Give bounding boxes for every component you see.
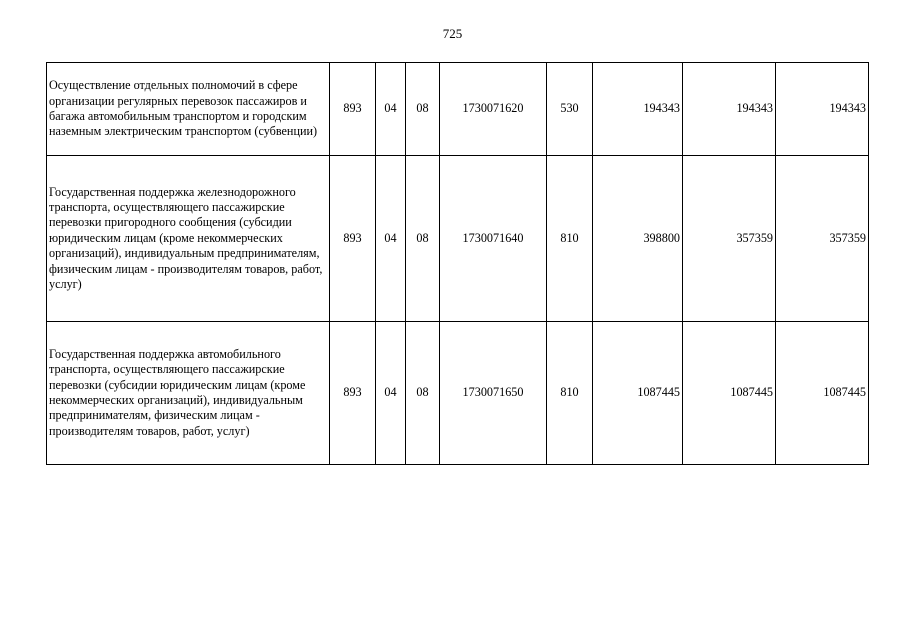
expense-name-cell: Государственная поддержка железнодорожного транспорта, осуществляющего пассажирские перевозки пригородного сообщения (субсидии юридическим лицам (кроме некоммерческих организаций), индивидуальным предпринимателям, физическим лицам - производителям товаров, работ, услуг) [47,156,330,322]
expense-name-cell: Государственная поддержка автомобильного транспорта, осуществляющего пассажирские перевозки (субсидии юридическим лицам (кроме некоммерческих организаций), индивидуальным предпринимателям, физическим лицам - производителям товаров, работ, услуг) [47,322,330,465]
target-article-code-cell: 1730071640 [440,156,547,322]
section-code-cell: 04 [376,63,406,156]
subsection-code-cell: 08 [406,322,440,465]
page-number: 725 [442,26,463,41]
budget-table [46,62,869,465]
table-row [47,63,869,156]
amount-year-1-cell: 398800 [593,156,683,322]
expense-name-cell: Осуществление отдельных полномочий в сфере организации регулярных перевозок пассажиров и багажа автомобильным транспортом и городским наземным электрическим транспортом (субвенции) [47,63,330,156]
amount-year-3-cell: 194343 [776,63,869,156]
target-article-code-cell: 1730071650 [440,322,547,465]
section-code-cell: 04 [376,322,406,465]
subsection-code-cell: 08 [406,156,440,322]
section-code-cell: 04 [376,156,406,322]
table-row [47,322,869,465]
expense-type-code-cell: 530 [547,63,593,156]
amount-year-2-cell: 357359 [683,156,776,322]
grbs-code-cell: 893 [330,63,376,156]
amount-year-1-cell: 194343 [593,63,683,156]
amount-year-3-cell: 357359 [776,156,869,322]
expense-type-code-cell: 810 [547,322,593,465]
amount-year-3-cell: 1087445 [776,322,869,465]
amount-year-2-cell: 194343 [683,63,776,156]
grbs-code-cell: 893 [330,322,376,465]
amount-year-1-cell: 1087445 [593,322,683,465]
expense-type-code-cell: 810 [547,156,593,322]
amount-year-2-cell: 1087445 [683,322,776,465]
subsection-code-cell: 08 [406,63,440,156]
table-row [47,156,869,322]
target-article-code-cell: 1730071620 [440,63,547,156]
grbs-code-cell: 893 [330,156,376,322]
